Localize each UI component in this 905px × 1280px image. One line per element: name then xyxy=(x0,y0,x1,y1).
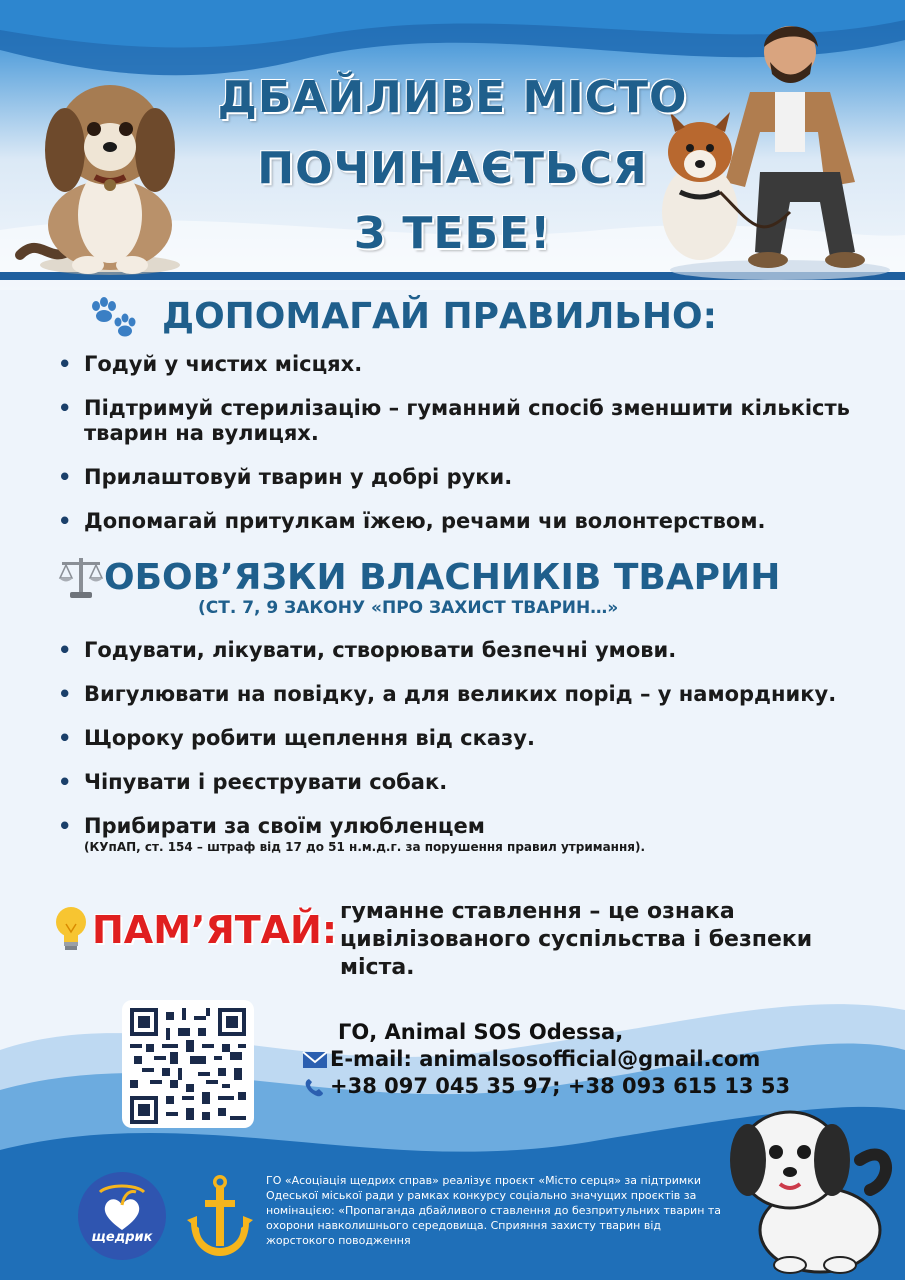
help-item: • Підтримуй стерилізацію – гуманний спосіб зменшити кількість тварин на вулицях. xyxy=(58,396,858,446)
headline-line-1: ДБАЙЛИВЕ МІСТО xyxy=(217,72,688,123)
help-item: • Прилаштовуй тварин у добрі руки. xyxy=(58,465,858,490)
remember-label: ПАМ’ЯТАЙ: xyxy=(92,908,338,952)
organization-name: ГО, Animal SOS Odessa, xyxy=(338,1020,624,1044)
qr-code[interactable] xyxy=(130,1008,246,1124)
headline-line-3: З ТЕБЕ! xyxy=(353,208,552,259)
remember-text: гуманне ставлення – це ознака цивілізованого суспільства і безпеки міста. xyxy=(340,899,813,980)
dog-illustration-left xyxy=(10,65,205,280)
email-row xyxy=(300,1047,760,1071)
help-item: • Годуй у чистих місцях. xyxy=(58,352,858,377)
duty-legal-note: (КУпАП, ст. 154 – штраф від 17 до 51 н.м.д.г. за порушення правил утримання). xyxy=(84,840,645,854)
help-section-title: ДОПОМАГАЙ ПРАВИЛЬНО: xyxy=(162,296,717,337)
help-list xyxy=(58,352,858,553)
phone-row xyxy=(300,1074,790,1098)
shchedryk-logo xyxy=(78,1172,166,1260)
phone-numbers[interactable]: +38 097 045 35 97; +38 093 615 13 53 xyxy=(330,1074,791,1098)
scales-icon xyxy=(56,552,106,602)
headline-line-2: ПОЧИНАЄТЬСЯ xyxy=(257,143,648,194)
duty-item: • Годувати, лікувати, створювати безпечні умови. xyxy=(58,638,858,663)
shchedryk-logo-text: щедрик xyxy=(91,1230,153,1245)
duties-section-title: ОБОВ’ЯЗКИ ВЛАСНИКІВ ТВАРИН xyxy=(104,557,781,598)
anchor-icon xyxy=(185,1172,255,1262)
project-footer-text: ГО «Асоціація щедрих справ» реалізує проєкт «Місто серця» за підтримки Одеської міської ради у рамках конкурсу соціально значущих проєктів за номінацією: «Пропаганда дбайливого ставлення до безпритульних тварин та охорони навколишнього середовища. Сприяння захисту тварин від жорстокого поводження xyxy=(266,1174,722,1247)
heart-icon xyxy=(78,1172,166,1260)
phone-icon xyxy=(300,1076,330,1098)
dog-illustration-bottom xyxy=(720,1100,900,1275)
duty-item-with-note xyxy=(58,814,858,855)
duties-section-subtitle: (СТ. 7, 9 ЗАКОНУ «ПРО ЗАХИСТ ТВАРИН…» xyxy=(198,598,619,618)
duty-item: • Вигулювати на повідку, а для великих порід – у наморднику. xyxy=(58,682,858,707)
paw-icon xyxy=(84,296,144,340)
duty-item-text: Прибирати за своїм улюбленцем xyxy=(84,814,485,838)
duty-item: • Чіпувати і реєструвати собак. xyxy=(58,770,858,795)
help-item: • Допомагай притулкам їжею, речами чи волонтерством. xyxy=(58,509,858,534)
email-address[interactable]: E-mail: animalsosofficial@gmail.com xyxy=(330,1047,761,1071)
duty-item: • Щороку робити щеплення від сказу. xyxy=(58,726,858,751)
envelope-icon xyxy=(300,1049,330,1071)
lightbulb-icon xyxy=(52,904,90,954)
duties-list xyxy=(58,638,858,874)
